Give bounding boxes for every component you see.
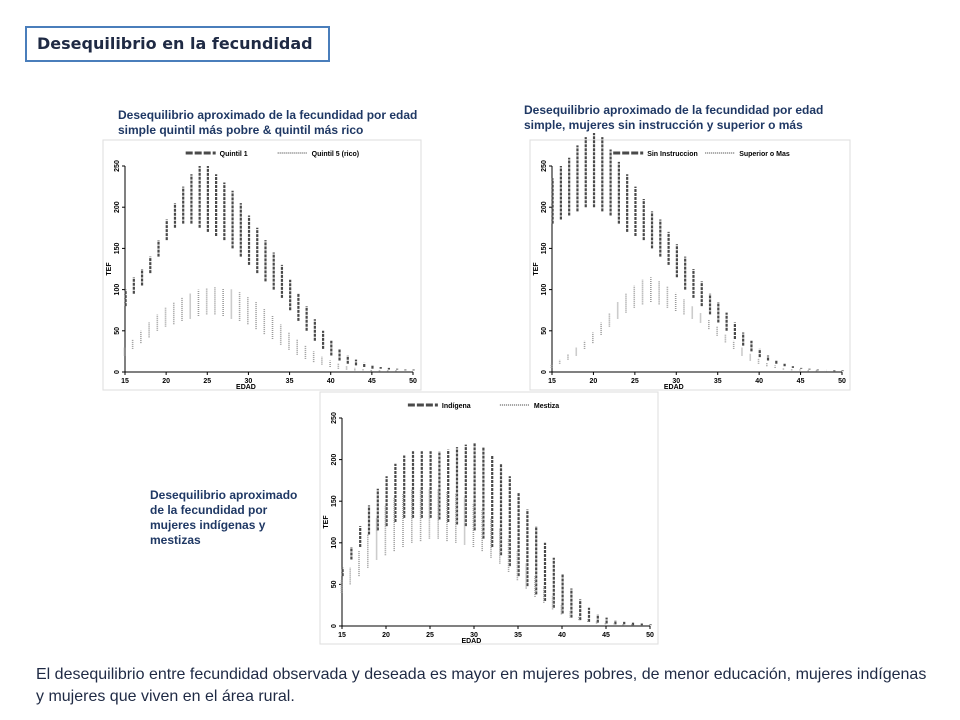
y-tick-label: 150	[331, 495, 338, 508]
x-tick-label: 25	[426, 632, 434, 639]
x-tick-label: 15	[121, 378, 129, 385]
fertility-chart-education	[530, 140, 850, 390]
chart-caption-bottom: Desequilibrio aproximado de la fecundidad por mujeres indígenas y mestizas	[150, 488, 298, 547]
x-axis-label: EDAD	[663, 384, 684, 391]
x-tick-label: 40	[755, 378, 764, 385]
y-tick-label: 150	[114, 242, 121, 255]
chart-caption-left: Desequilibrio aproximado de la fecundidad por edad simple quintil más pobre & quintil más rico	[118, 108, 418, 137]
x-tick-label: 30	[244, 378, 253, 385]
x-tick-label: 35	[713, 378, 722, 385]
y-tick-label: 0	[114, 370, 121, 374]
x-tick-label: 20	[382, 632, 390, 639]
legend-label: Mestiza	[533, 403, 560, 410]
x-tick-label: 35	[514, 632, 522, 639]
x-tick-label: 30	[672, 378, 681, 385]
legend-label: Indígena	[441, 403, 471, 410]
slide-summary: El desequilibrio entre fecundidad observada y deseada es mayor en mujeres pobres, de menor educación, mujeres indígenas y mujeres que viven en el área rural.	[36, 666, 927, 705]
fertility-chart-ethnicity	[320, 392, 658, 644]
x-tick-label: 35	[285, 378, 294, 385]
x-tick-label: 15	[548, 378, 556, 385]
y-tick-label: 250	[114, 160, 121, 172]
y-tick-label: 100	[331, 536, 338, 549]
legend-label: Superior o Mas	[739, 151, 790, 158]
x-tick-label: 15	[338, 632, 346, 639]
legend-label: Quintil 5 (rico)	[311, 151, 360, 158]
x-axis-label: EDAD	[236, 384, 256, 391]
legend-label: Sin Instruccion	[647, 151, 698, 158]
chart-caption-right: Desequilibrio aproximado de la fecundidad por edad simple, mujeres sin instrucción y superior o más	[524, 103, 824, 132]
x-tick-label: 45	[602, 632, 610, 639]
legend-label: Quintil 1	[219, 151, 248, 158]
x-tick-label: 45	[367, 378, 376, 385]
y-tick-label: 200	[331, 453, 338, 466]
x-tick-label: 30	[470, 632, 478, 639]
y-tick-label: 50	[114, 326, 121, 335]
y-tick-label: 50	[541, 326, 548, 335]
x-tick-label: 50	[838, 378, 846, 385]
x-axis-label: EDAD	[461, 638, 482, 645]
y-tick-label: 200	[541, 201, 548, 214]
y-tick-label: 0	[541, 370, 548, 374]
x-tick-label: 20	[589, 378, 598, 385]
y-tick-label: 250	[541, 160, 548, 172]
y-tick-label: 50	[331, 580, 338, 589]
slide-title: Desequilibrio en la fecundidad	[25, 26, 330, 62]
x-tick-label: 20	[162, 378, 171, 385]
y-tick-label: 0	[331, 624, 338, 628]
y-tick-label: 100	[114, 283, 121, 296]
chart-background	[320, 392, 658, 644]
y-axis-label: TEF	[106, 262, 113, 276]
x-tick-label: 45	[796, 378, 805, 385]
y-axis-label: TEF	[533, 262, 540, 276]
y-tick-label: 200	[114, 201, 121, 214]
x-tick-label: 25	[203, 378, 212, 385]
x-tick-label: 40	[558, 632, 566, 639]
y-tick-label: 150	[541, 242, 548, 255]
y-axis-label: TEF	[323, 515, 330, 529]
x-tick-label: 50	[646, 632, 654, 639]
fertility-chart-quintile	[103, 140, 421, 390]
x-tick-label: 25	[630, 378, 639, 385]
y-tick-label: 250	[331, 412, 338, 424]
x-tick-label: 40	[326, 378, 335, 385]
x-tick-label: 50	[409, 378, 417, 385]
y-tick-label: 100	[541, 283, 548, 296]
